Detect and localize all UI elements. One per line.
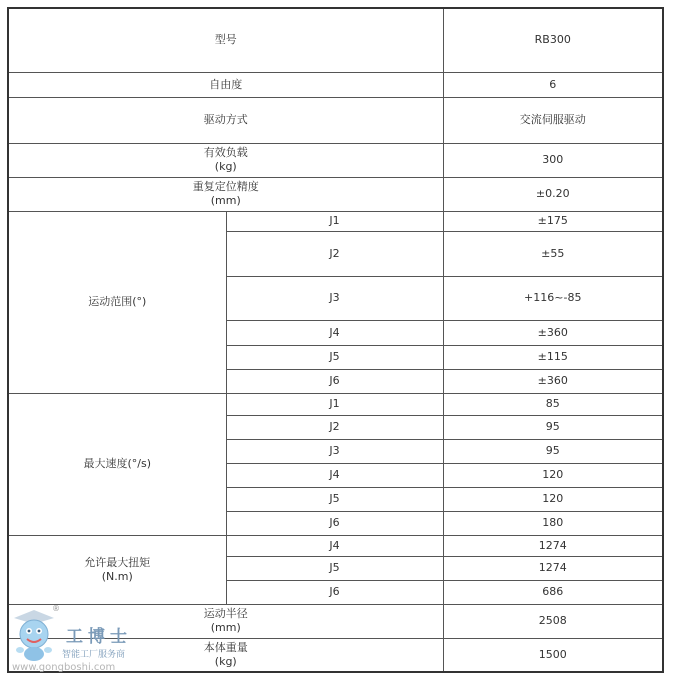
value-cell: ±360 [443, 369, 663, 393]
torque-unit: (N.m) [101, 569, 133, 583]
spec-table [7, 7, 664, 673]
repeatability-label-text: 重复定位精度 [192, 180, 259, 193]
watermark-slogan: 智能工厂服务商 [62, 650, 126, 660]
joint-cell: J1 [226, 211, 443, 231]
row-model [8, 8, 663, 72]
motion-range-label: 运动范围(°) [8, 211, 226, 393]
weight-label-text: 本体重量 [203, 640, 248, 654]
joint-cell: J6 [226, 369, 443, 393]
joint-cell: J6 [226, 511, 443, 535]
table-row [8, 535, 663, 556]
repeatability-value: ±0.20 [443, 177, 663, 211]
table-row [8, 393, 663, 415]
weight-value: 1500 [443, 638, 663, 672]
max-speed-label: 最大速度(°/s) [8, 393, 226, 535]
row-dof [8, 72, 663, 97]
joint-cell: J6 [226, 580, 443, 604]
model-label: 型号 [8, 8, 443, 72]
drive-value: 交流伺服驱动 [443, 97, 663, 143]
watermark-brand: 工博士 [66, 627, 132, 647]
radius-unit: (mm) [210, 621, 241, 634]
joint-cell: J2 [226, 231, 443, 276]
joint-cell: J5 [226, 345, 443, 369]
value-cell: 120 [443, 487, 663, 511]
value-cell: 686 [443, 580, 663, 604]
joint-cell: J3 [226, 276, 443, 320]
payload-label [8, 143, 443, 177]
joint-cell: J4 [226, 463, 443, 487]
value-cell: ±175 [443, 211, 663, 231]
value-cell: +116~-85 [443, 276, 663, 320]
row-repeatability [8, 177, 663, 211]
joint-cell: J3 [226, 439, 443, 463]
mascot-icon [8, 608, 58, 664]
value-cell: 1274 [443, 556, 663, 580]
radius-value: 2508 [443, 604, 663, 638]
drive-label: 驱动方式 [8, 97, 443, 143]
registered-mark: ® [52, 604, 60, 613]
payload-unit: (kg) [214, 160, 237, 173]
joint-cell: J4 [226, 535, 443, 556]
joint-cell: J2 [226, 415, 443, 439]
joint-cell: J1 [226, 393, 443, 415]
weight-unit: (kg) [214, 654, 237, 668]
joint-cell: J5 [226, 487, 443, 511]
watermark-logo [8, 604, 158, 686]
repeatability-unit: (mm) [210, 194, 241, 207]
value-cell: 1274 [443, 535, 663, 556]
dof-label: 自由度 [8, 72, 443, 97]
value-cell: ±115 [443, 345, 663, 369]
watermark-url: www.gongboshi.com [12, 662, 116, 673]
torque-label [8, 535, 226, 604]
joint-cell: J5 [226, 556, 443, 580]
value-cell: 95 [443, 415, 663, 439]
value-cell: ±360 [443, 320, 663, 345]
joint-cell: J4 [226, 320, 443, 345]
payload-value: 300 [443, 143, 663, 177]
value-cell: 95 [443, 439, 663, 463]
row-payload [8, 143, 663, 177]
model-value: RB300 [443, 8, 663, 72]
value-cell: ±55 [443, 231, 663, 276]
dof-value: 6 [443, 72, 663, 97]
torque-label-text: 允许最大扭矩 [84, 555, 151, 569]
payload-label-text: 有效负载 [203, 146, 248, 159]
value-cell: 85 [443, 393, 663, 415]
radius-label-text: 运动半径 [203, 607, 248, 620]
row-drive [8, 97, 663, 143]
repeatability-label [8, 177, 443, 211]
table-row [8, 211, 663, 231]
value-cell: 180 [443, 511, 663, 535]
value-cell: 120 [443, 463, 663, 487]
